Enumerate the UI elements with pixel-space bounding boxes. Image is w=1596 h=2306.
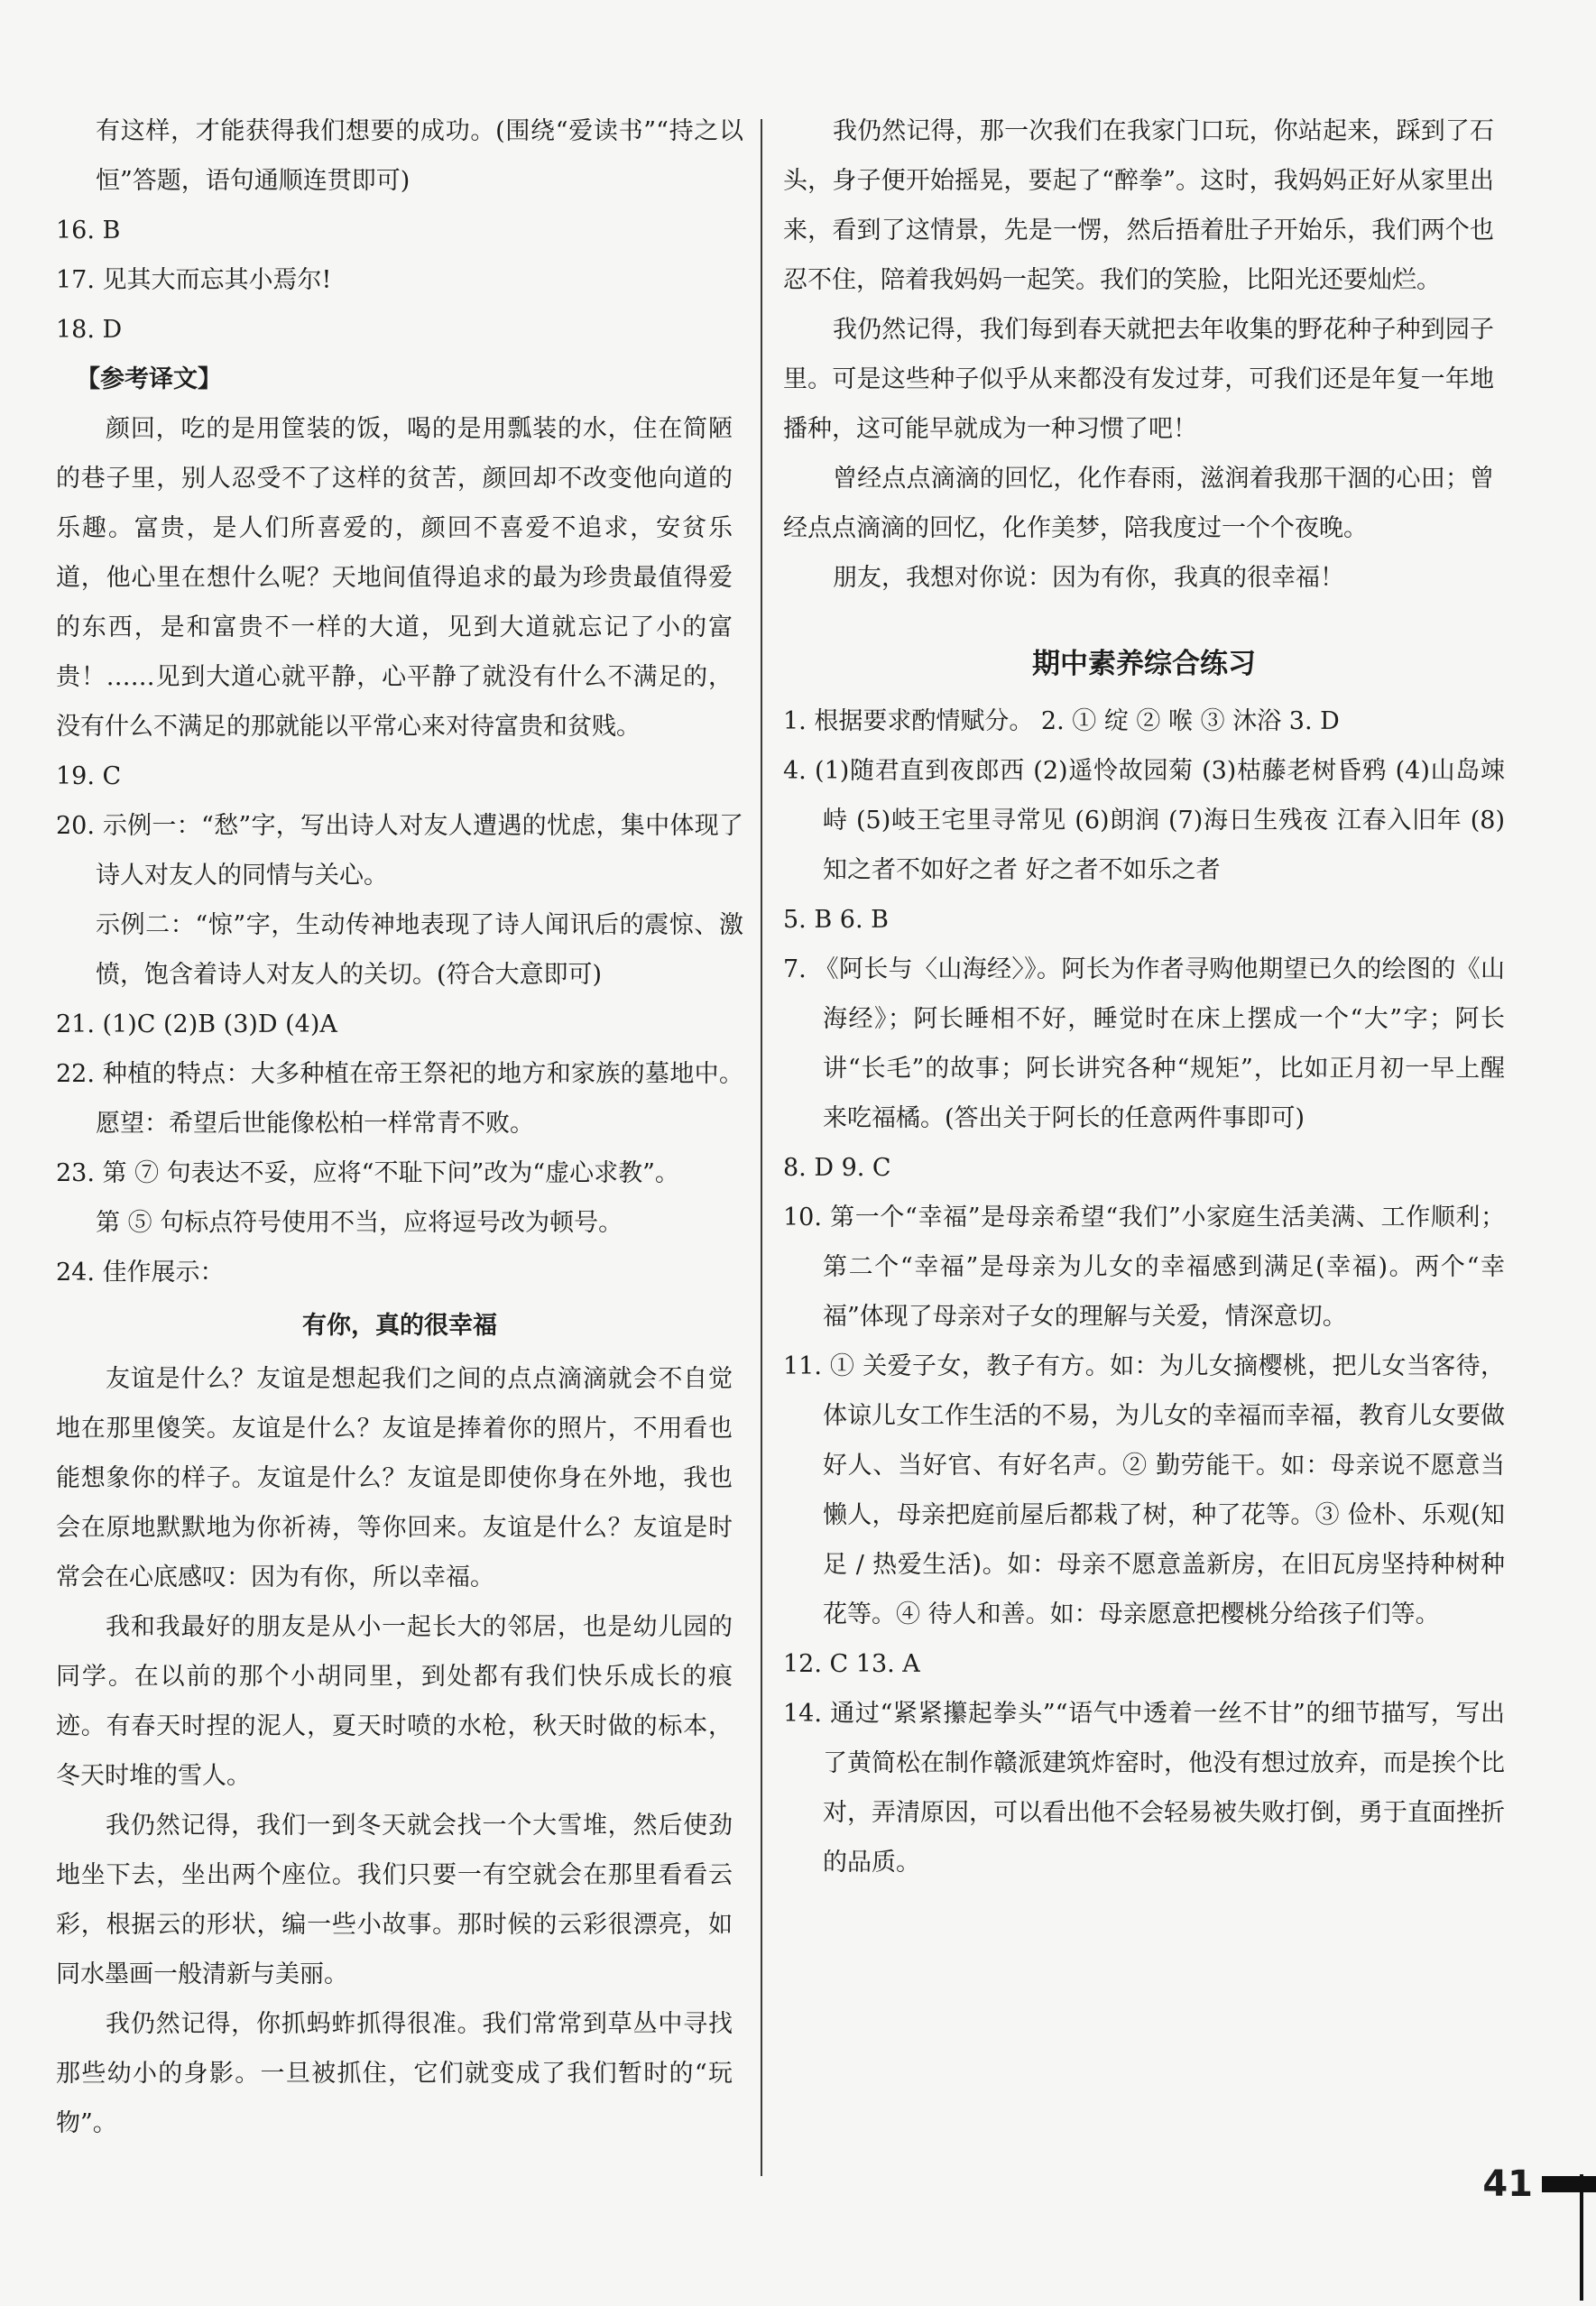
section-title: 期中素养综合练习 — [1032, 648, 1256, 680]
answer-5-6: 5. B 6. B — [783, 906, 889, 934]
right-column — [783, 106, 1505, 1887]
answer-11: 11. ① 关爱子女，教子有方。如：为儿女摘樱桃，把儿女当客待，体谅儿女工作生活的不易，为儿女的幸福而幸福，教育儿女要做好人、当好官、有好名声。② 勤劳能干。如：母亲说不愿意当懒人，母亲把庭前屋后都栽了树，种了花等。③ 俭朴、乐观(知足 / 热爱生活)。如：母亲不愿意盖新房，在旧瓦房坚持种树种花等。④ 待人和善。如：母亲愿意把樱桃分给孩子们等。 — [783, 1352, 1505, 1628]
page-number: 41 — [1482, 2163, 1533, 2205]
answer-20-example-1: 20. 示例一：“愁”字，写出诗人对友人遭遇的忧虑，集中体现了诗人对友人的同情与关心。 — [56, 812, 743, 890]
translation-label: 【参考译文】 — [76, 365, 222, 393]
essay-paragraph-2: 我和我最好的朋友是从小一起长大的邻居，也是幼儿园的同学。在以前的那个小胡同里，到处都有我们快乐成长的痕迹。有春天时捏的泥人，夏天时喷的水枪，秋天时做的标本，冬天时堆的雪人。 — [56, 1613, 733, 1790]
answer-8-9: 8. D 9. C — [783, 1154, 891, 1182]
answer-1-3: 1. 根据要求酌情赋分。 2. ① 绽 ② 喉 ③ 沐浴 3. D — [783, 707, 1340, 735]
answer-24: 24. 佳作展示： — [56, 1259, 225, 1287]
answer-10: 10. 第一个“幸福”是母亲希望“我们”小家庭生活美满、工作顺利；第二个“幸福”是母亲为儿女的幸福感到满足(幸福)。两个“幸福”体现了母亲对子女的理解与关爱，情深意切。 — [783, 1204, 1505, 1331]
translation-text: 颜回，吃的是用筐装的饭，喝的是用瓢装的水，住在简陋的巷子里，别人忍受不了这样的贫苦，颜回却不改变他向道的乐趣。富贵，是人们所喜爱的，颜回不喜爱不追求，安贫乐道，他心里在想什么呢？天地间值得追求的最为珍贵最值得爱的东西，是和富贵不一样的大道，见到大道就忘记了小的富贵！……见到大道心就平静，心平静了就没有什么不满足的，没有什么不满足的那就能以平常心来对待富贵和贫贱。 — [56, 415, 733, 741]
answer-19: 19. C — [56, 762, 122, 790]
answer-20-example-2: 示例二：“惊”字，生动传神地表现了诗人闻讯后的震惊、激愤，饱含着诗人对友人的关切。(符合大意即可) — [96, 911, 743, 989]
essay-paragraph-7: 曾经点点滴滴的回忆，化作春雨，滋润着我那干涸的心田；曾经点点滴滴的回忆，化作美梦，陪我度过一个个夜晚。 — [783, 465, 1494, 542]
essay-paragraph-5: 我仍然记得，那一次我们在我家门口玩，你站起来，踩到了石头，身子便开始摇晃，要起了“醉拳”。这时，我妈妈正好从家里出来，看到了这情景，先是一愣，然后捂着肚子开始乐，我们两个也忍不住，陪着我妈妈一起笑。我们的笑脸，比阳光还要灿烂。 — [783, 117, 1494, 294]
answer-23-line-1: 23. 第 ⑦ 句表达不妥，应将“不耻下问”改为“虚心求教”。 — [56, 1159, 679, 1187]
answer-15-continued: 有这样，才能获得我们想要的成功。(围绕“爱读书”“持之以恒”答题，语句通顺连贯即可) — [96, 117, 743, 195]
essay-paragraph-3: 我仍然记得，我们一到冬天就会找一个大雪堆，然后使劲地坐下去，坐出两个座位。我们只要一有空就会在那里看看云彩，根据云的形状，编一些小故事。那时候的云彩很漂亮，如同水墨画一般清新与美丽。 — [56, 1812, 733, 1988]
answer-22: 22. 种植的特点：大多种植在帝王祭祀的地方和家族的墓地中。愿望：希望后世能像松柏一样常青不败。 — [56, 1060, 743, 1138]
answer-7: 7. 《阿长与〈山海经〉》。阿长为作者寻购他期望已久的绘图的《山海经》；阿长睡相不好，睡觉时在床上摆成一个“大”字；阿长讲“长毛”的故事；阿长讲究各种“规矩”，比如正月初一早上醒来吃福橘。(答出关于阿长的任意两件事即可) — [783, 955, 1505, 1132]
essay-title: 有你，真的很幸福 — [302, 1312, 497, 1340]
answer-16: 16. B — [56, 217, 121, 244]
essay-paragraph-1: 友谊是什么？友谊是想起我们之间的点点滴滴就会不自觉地在那里傻笑。友谊是什么？友谊是捧着你的照片，不用看也能想象你的样子。友谊是什么？友谊是即使你身在外地，我也会在原地默默地为你祈祷，等你回来。友谊是什么？友谊是时常会在心底感叹：因为有你，所以幸福。 — [56, 1365, 733, 1591]
essay-paragraph-6: 我仍然记得，我们每到春天就把去年收集的野花种子种到园子里。可是这些种子似乎从来都没有发过芽，可我们还是年复一年地播种，这可能早就成为一种习惯了吧！ — [783, 316, 1494, 443]
answer-21: 21. (1)C (2)B (3)D (4)A — [56, 1010, 337, 1038]
answer-17: 17. 见其大而忘其小焉尔! — [56, 266, 332, 294]
page-edge-bar — [1580, 2174, 1583, 2301]
answer-12-13: 12. C 13. A — [783, 1650, 920, 1678]
essay-paragraph-4: 我仍然记得，你抓蚂蚱抓得很准。我们常常到草丛中寻找那些幼小的身影。一旦被抓住，它们就变成了我们暂时的“玩物”。 — [56, 2010, 733, 2137]
left-column — [56, 106, 743, 2148]
page-number-bar — [1542, 2176, 1596, 2192]
answer-4: 4. (1)随君直到夜郎西 (2)遥怜故园菊 (3)枯藤老树昏鸦 (4)山岛竦峙 (5)岐王宅里寻常见 (6)朗润 (7)海日生残夜 江春入旧年 (8)知之者不如好之者 好之者不如乐之者 — [783, 757, 1505, 884]
essay-paragraph-8: 朋友，我想对你说：因为有你，我真的很幸福！ — [833, 564, 1344, 592]
answer-18: 18. D — [56, 316, 123, 344]
answer-23-line-2: 第 ⑤ 句标点符号使用不当，应将逗号改为顿号。 — [96, 1209, 623, 1237]
answer-14: 14. 通过“紧紧攥起拳头”“语气中透着一丝不甘”的细节描写，写出了黄简松在制作赣派建筑炸窑时，他没有想过放弃，而是挨个比对，弄清原因，可以看出他不会轻易被失败打倒，勇于直面挫折的品质。 — [783, 1700, 1505, 1877]
column-divider — [761, 119, 762, 2176]
